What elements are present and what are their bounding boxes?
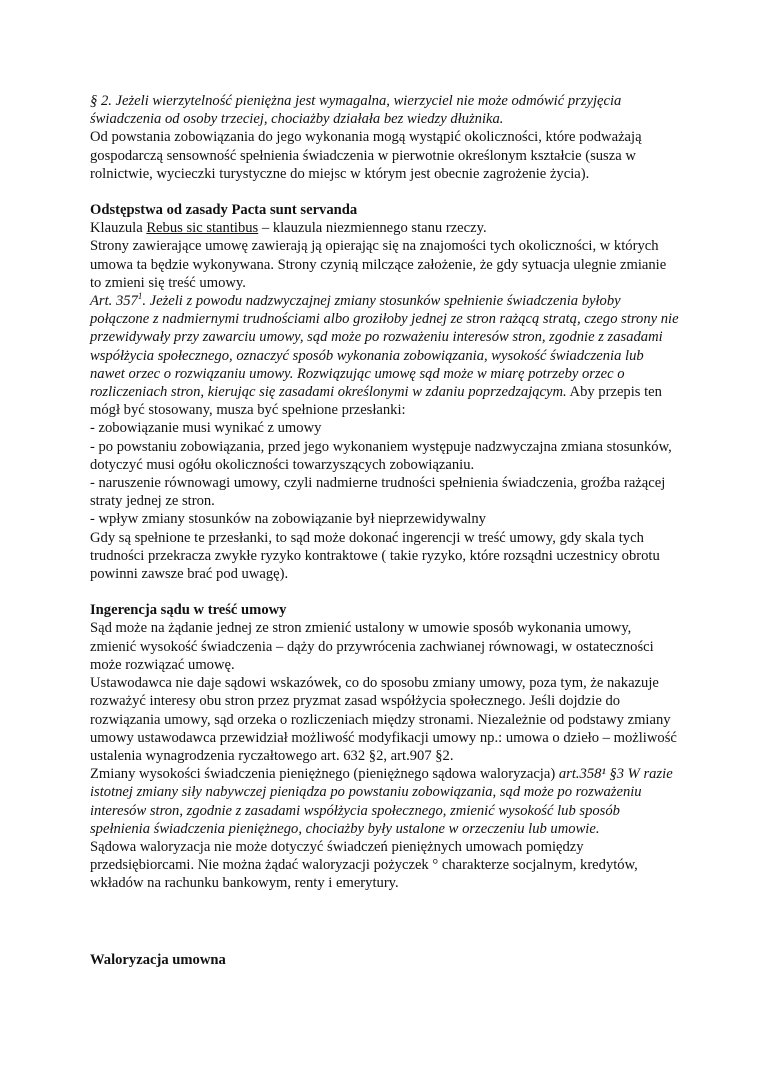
valorization-article: art.358¹ §3 W razie istotnej zmiany siły nabywczej pieniądza po powstaniu zobowiązania, sąd może po rozważeniu interesów stron, zgodnie z zasadami współżycia społecznego, zmienić wysokość lub sposób spełnienia świadczenia pieniężnego, chociażby były ustalone w orzeczeniu lub umowie. bbox=[90, 766, 673, 837]
condition-item: - po powstaniu zobowiązania, przed jego wykonaniem występuje nadzwyczajna zmiana stosunków, dotyczyć musi ogółu okoliczności towarzyszących zobowiązaniu. bbox=[90, 438, 672, 473]
condition-item: - naruszenie równowagi umowy, czyli nadmierne trudności spełnienia świadczenia, groźba rażącej straty jednej ze stron. bbox=[90, 475, 666, 510]
paragraph-circumstances: Od powstania zobowiązania do jego wykonania mogą wystąpić okoliczności, które podważają gospodarczą sensowność spełnienia świadczenia w pierwotnie określonym kształcie (susza w rolnictwie, wycieczki turystyczne do miejsc w którym jest obecnie zagrożenie życia). bbox=[90, 129, 642, 182]
heading-pacta-sunt-servanda: Odstępstwa od zasady Pacta sunt servanda bbox=[90, 202, 358, 219]
heading-ingerencja: Ingerencja sądu w treść umowy bbox=[90, 602, 287, 619]
art-tail: Aby przepis ten mógł być stosowany, musza być spełnione przesłanki: bbox=[90, 384, 662, 419]
klauzula-prefix: Klauzula bbox=[90, 220, 147, 237]
document-page bbox=[90, 92, 680, 969]
klauzula-term: Rebus sic stantibus bbox=[146, 220, 259, 237]
condition-item: - zobowiązanie musi wynikać z umowy bbox=[90, 420, 322, 437]
art-superscript: 1 bbox=[137, 291, 143, 302]
art-text: . Jeżeli z powodu nadzwyczajnej zmiany stosunków spełnienie świadczenia byłoby połączone z nadmiernymi trudnościami albo groziłoby jednej ze stron rażącą stratą, czego strony nie przewidywały przy zawarciu umowy, sąd może po rozważeniu interesów stron, zgodnie z zasadami współżycia społecznego, oznaczyć sposób wykonania zobowiązania, wysokość świadczenia lub nawet orzec o rozwiązaniu umowy. Rozwiązując umowę sąd może w miarę potrzeby orzec o rozliczeniach stron, kierując się zasadami określonymi w zdaniu poprzedzającym. bbox=[90, 293, 679, 401]
paragraph-art-357 bbox=[90, 292, 680, 419]
valorization-plain: Zmiany wysokości świadczenia pieniężnego (pieniężnego sądowa waloryzacja) bbox=[90, 766, 559, 783]
paragraph-valorization bbox=[90, 765, 680, 838]
paragraph-legislator: Ustawodawca nie daje sądowi wskazówek, co do sposobu zmiany umowy, poza tym, że nakazuje rozważyć interesy obu stron przez pryzmat zasad współżycia społecznego. Jeśli dojdzie do rozwiązania umowy, sąd orzeka o rozliczeniach między stronami. Niezależnie od podstawy zmiany umowy ustawodawca przewidział możliwość modyfikacji umowy np.: umowa o dzieło – możliwość ustalenia wynagrodzenia ryczałtowego art. 632 §2, art.907 §2. bbox=[90, 675, 677, 764]
paragraph-court-intervention: Gdy są spełnione te przesłanki, to sąd może dokonać ingerencji w treść umowy, gdy skala tych trudności przekracza zwykłe ryzyko kontraktowe ( takie ryzyko, które rozsądni uczestnicy obrotu powinni zawsze brać pod uwagę). bbox=[90, 529, 660, 583]
klauzula-suffix: – klauzula niezmiennego stanu rzeczy. bbox=[258, 220, 487, 237]
paragraph-klauzula bbox=[90, 219, 680, 237]
heading-waloryzacja-umowna: Waloryzacja umowna bbox=[90, 951, 226, 968]
paragraph-para-2: § 2. Jeżeli wierzytelność pieniężna jest wymagalna, wierzyciel nie może odmówić przyjęcia świadczenia od osoby trzeciej, chociażby działała bez wiedzy dłużnika. bbox=[90, 93, 622, 128]
condition-item: - wpływ zmiany stosunków na zobowiązanie był nieprzewidywalny bbox=[90, 511, 486, 528]
paragraph-court-valorization: Sądowa waloryzacja nie może dotyczyć świadczeń pieniężnych umowach pomiędzy przedsiębiorcami. Nie można żądać waloryzacji pożyczek ° charakterze socjalnym, kredytów, wkładów na rachunku bankowym, renty i emerytury. bbox=[90, 838, 638, 892]
art-prefix: Art. 357 bbox=[90, 293, 138, 310]
paragraph-parties: Strony zawierające umowę zawierają ją opierając się na znajomości tych okoliczności, w których umowa ta będzie wykonywana. Strony czynią milczące założenie, że gdy sytuacja ulegnie zmianie to zmieni się treść umowy. bbox=[90, 238, 667, 291]
paragraph-court-change: Sąd może na żądanie jednej ze stron zmienić ustalony w umowie sposób wykonania umowy, zmienić wysokość świadczenia – dąży do przywrócenia zachwianej równowagi, w ostateczności może rozwiązać umowę. bbox=[90, 620, 654, 673]
